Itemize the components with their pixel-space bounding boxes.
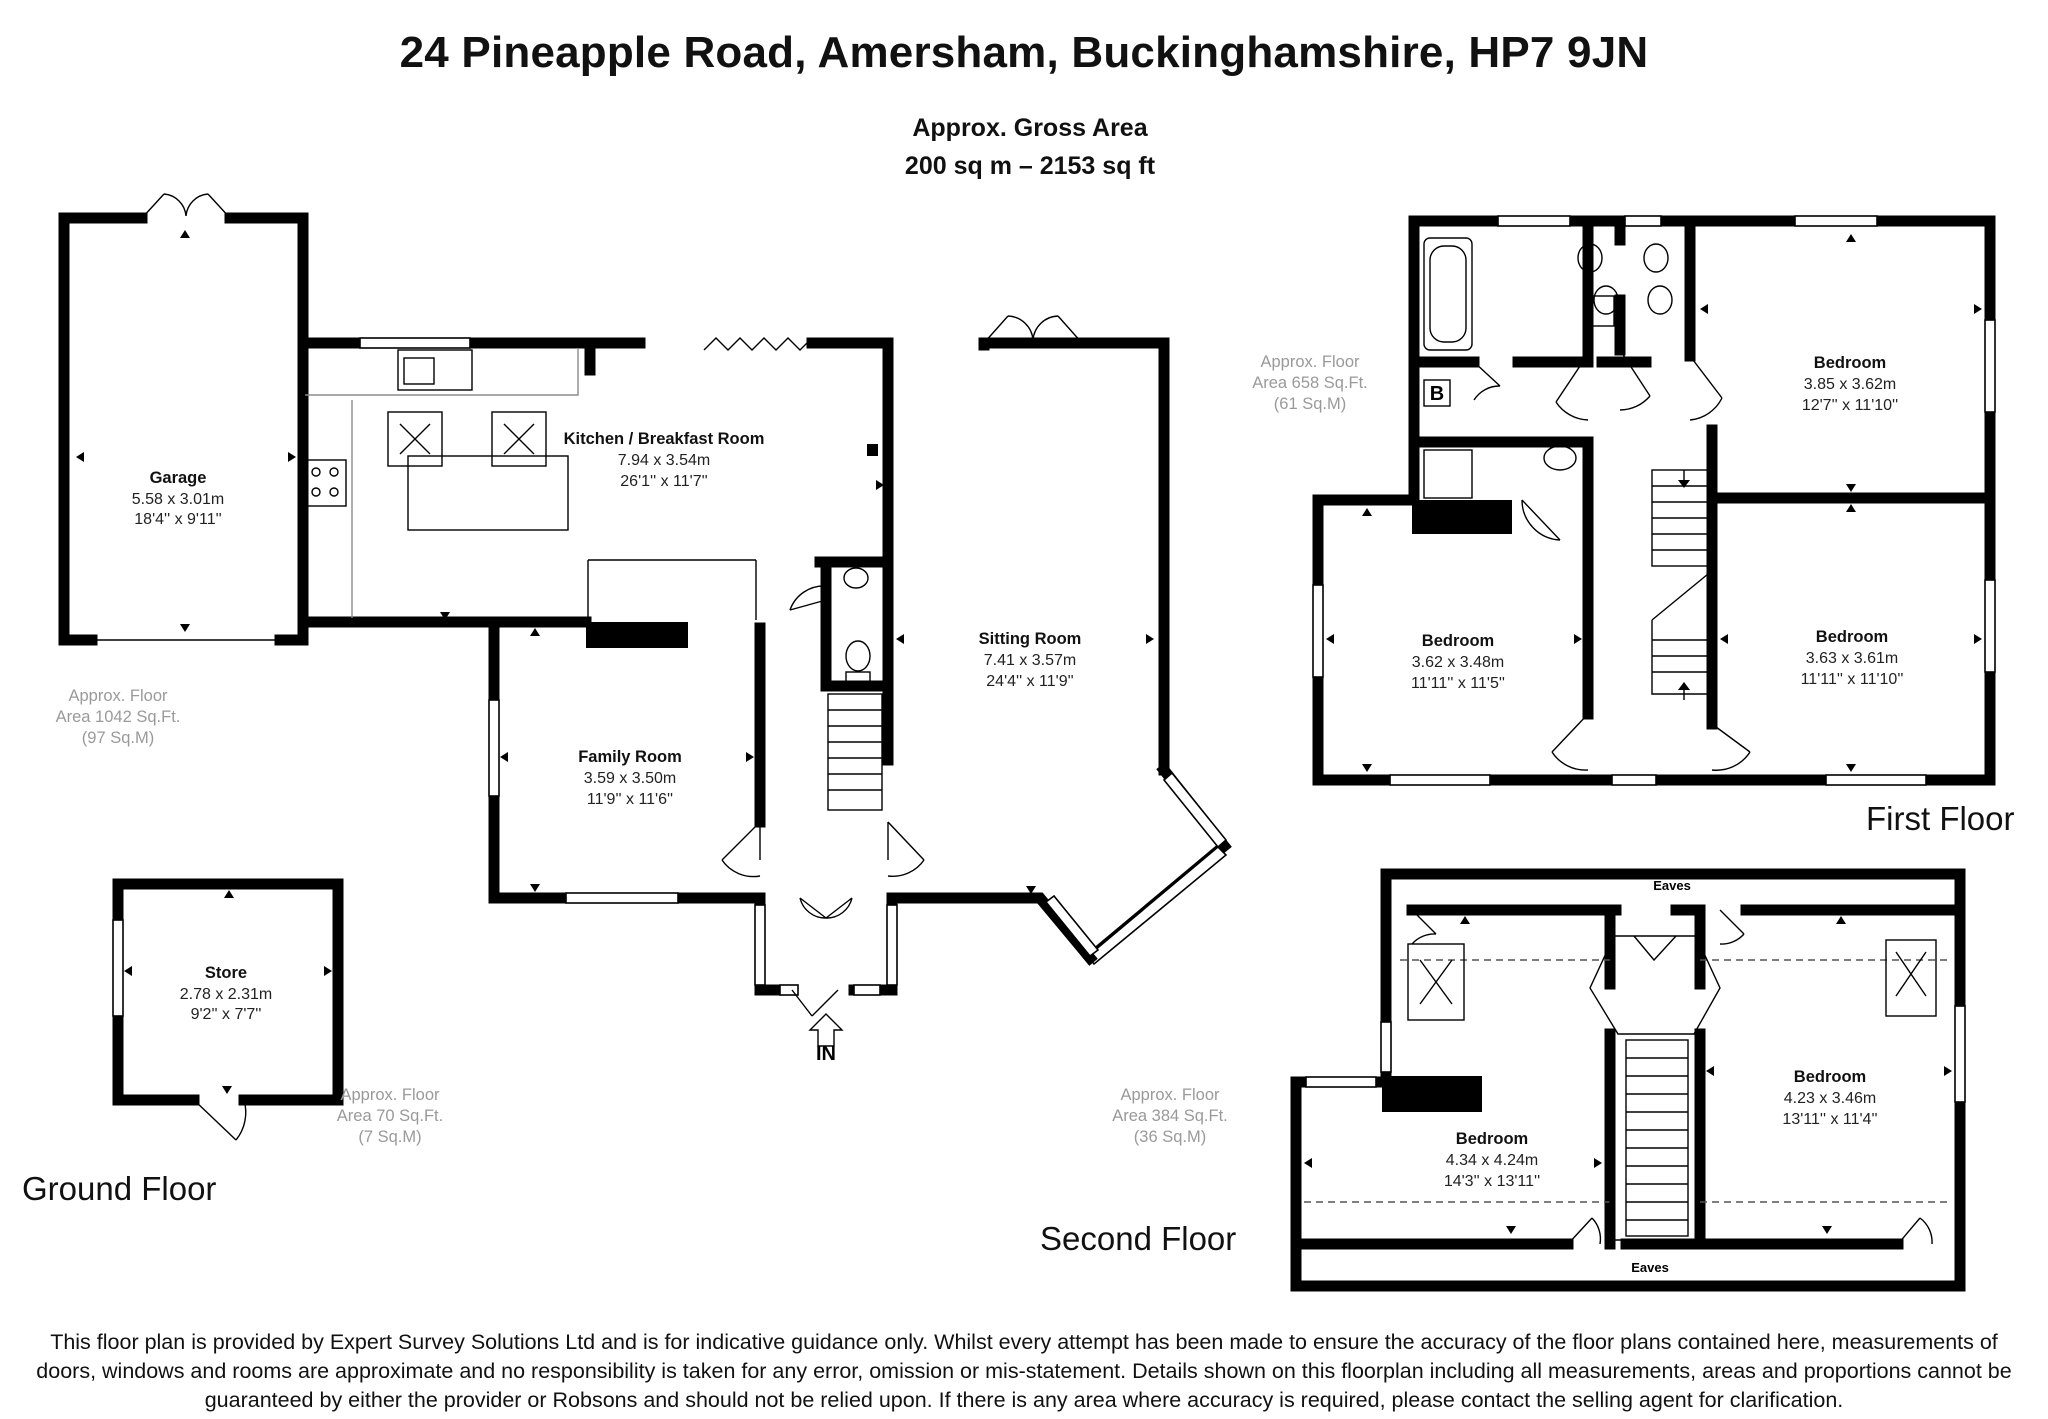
store-metric: 2.78 x 2.31m xyxy=(179,986,273,1003)
ff-bedroom-ne-metric: 3.85 x 3.62m xyxy=(1803,376,1897,393)
family-room-metric: 3.59 x 3.50m xyxy=(583,770,677,787)
ff-bedroom-se-metric: 3.63 x 3.61m xyxy=(1805,650,1899,667)
second-area-line-2: Area 384 Sq.Ft. xyxy=(1112,1107,1228,1125)
entrance-label: IN xyxy=(816,1043,836,1065)
floor-area-labels xyxy=(56,353,1368,1146)
second-area-line-1: Approx. Floor xyxy=(1120,1086,1220,1104)
sf-bedroom-l-imperial: 14'3'' x 13'11'' xyxy=(1443,1173,1541,1190)
sitting-room-metric: 7.41 x 3.57m xyxy=(983,652,1077,669)
ff-bedroom-w-name: Bedroom xyxy=(1421,632,1495,650)
boiler-label: B xyxy=(1429,383,1445,405)
family-room-imperial: 11'9'' x 11'6'' xyxy=(586,791,674,808)
disclaimer-text: This floor plan is provided by Expert Survey Solutions Ltd and is for indicative guidance only. Whilst every attempt has been made to ensure the accuracy of the floor plans contained here, measurements of doors, windows and rooms are approximate and no responsibility is taken for any error, omission or mis-statement. Details shown on this floorplan including all measurements, areas and proportions cannot be guaranteed by either the provider or Robsons and should not be relied upon. If there is any area where accuracy is required, please contact the selling agent for clarification. xyxy=(36,1330,2012,1412)
gross-area-value: 200 sq m – 2153 sq ft xyxy=(904,152,1156,180)
ff-bedroom-ne-name: Bedroom xyxy=(1813,354,1887,372)
ff-bedroom-w-metric: 3.62 x 3.48m xyxy=(1411,654,1505,671)
sitting-room-name: Sitting Room xyxy=(978,630,1082,648)
hallway-walls xyxy=(755,562,924,1016)
ground-area-line-1: Approx. Floor xyxy=(68,687,168,705)
garage-metric: 5.58 x 3.01m xyxy=(131,491,225,508)
store-imperial: 9'2'' x 7'7'' xyxy=(190,1006,262,1023)
store-area-line-3: (7 Sq.M) xyxy=(358,1128,422,1146)
ground-area-line-2: Area 1042 Sq.Ft. xyxy=(55,708,181,726)
property-address-title: 24 Pineapple Road, Amersham, Buckinghamshire, HP7 9JN xyxy=(399,28,1649,77)
store-area-line-2: Area 70 Sq.Ft. xyxy=(336,1107,444,1125)
ff-bedroom-w-imperial: 11'11'' x 11'5'' xyxy=(1411,675,1505,692)
store-area-line-1: Approx. Floor xyxy=(340,1086,440,1104)
ff-bedroom-se-imperial: 11'11'' x 11'10'' xyxy=(1800,671,1904,688)
kitchen-name: Kitchen / Breakfast Room xyxy=(563,430,765,448)
sf-bedroom-l-name: Bedroom xyxy=(1455,1130,1529,1148)
kitchen-metric: 7.94 x 3.54m xyxy=(617,452,711,469)
garage-imperial: 18'4'' x 9'11'' xyxy=(134,511,222,528)
sf-bedroom-r-metric: 4.23 x 3.46m xyxy=(1783,1090,1877,1107)
eaves-top-label: Eaves xyxy=(1653,878,1691,893)
garage-name: Garage xyxy=(149,469,207,487)
second-floor-label: Second Floor xyxy=(1040,1220,1237,1257)
second-area-line-3: (36 Sq.M) xyxy=(1133,1128,1207,1146)
entrance-arrow-icon xyxy=(810,1014,842,1046)
ff-bedroom-ne-imperial: 12'7'' x 11'10'' xyxy=(1801,397,1899,414)
first-area-line-1: Approx. Floor xyxy=(1260,353,1360,371)
sf-bedroom-l-metric: 4.34 x 4.24m xyxy=(1445,1152,1539,1169)
sitting-room-imperial: 24'4'' x 11'9'' xyxy=(986,673,1074,690)
eaves-bottom-label: Eaves xyxy=(1631,1260,1669,1275)
first-floor-label: First Floor xyxy=(1866,800,2015,837)
garage-walls xyxy=(64,194,303,640)
kitchen-imperial: 26'1'' x 11'7'' xyxy=(620,473,708,490)
ground-area-line-3: (97 Sq.M) xyxy=(81,729,155,747)
sf-bedroom-r-imperial: 13'11'' x 11'4'' xyxy=(1782,1111,1878,1128)
sf-bedroom-r-name: Bedroom xyxy=(1793,1068,1867,1086)
kitchen-walls xyxy=(303,338,888,760)
family-room-name: Family Room xyxy=(578,748,682,766)
first-area-line-2: Area 658 Sq.Ft. xyxy=(1252,374,1368,392)
first-floor-plan xyxy=(1313,216,1995,785)
ground-floor-label: Ground Floor xyxy=(22,1170,217,1207)
ff-bedroom-se-name: Bedroom xyxy=(1815,628,1889,646)
store-name: Store xyxy=(204,964,248,982)
first-area-line-3: (61 Sq.M) xyxy=(1273,395,1347,413)
gross-area-label: Approx. Gross Area xyxy=(912,114,1148,142)
